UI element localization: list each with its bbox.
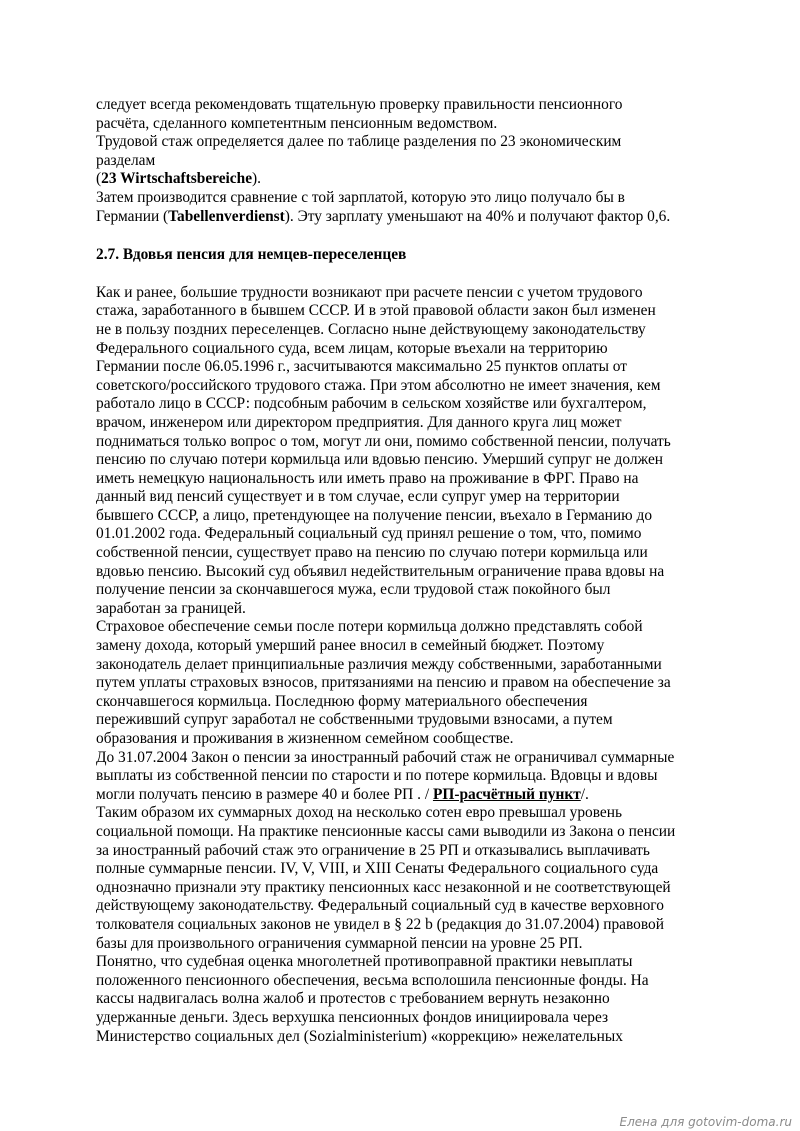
- text-line: Понятно, что судебная оценка многолетней противоправной практики невыплаты: [96, 953, 633, 971]
- text-line: полные суммарные пенсии. IV, V, VIII, и XIII Сенаты Федерального социального суда: [96, 860, 659, 878]
- text-fragment: ).: [252, 170, 262, 188]
- text-line: переживший супруг заработал не собственными трудовыми взносами, а путем: [96, 711, 613, 729]
- body-paragraphs: [96, 284, 708, 786]
- text-fragment: /.: [580, 785, 589, 803]
- text-line: Министерство социальных дел (Sozialministerium) «коррекцию» нежелательных: [96, 1027, 623, 1045]
- text-fragment: могли получать пенсию в размере 40 и более РП . /: [96, 785, 433, 803]
- document-page: [96, 96, 708, 1046]
- text-line: Германии после 06.05.1996 г., засчитываются максимально 25 пунктов оплаты от: [96, 358, 628, 376]
- text-line: социальной помощи. На практике пенсионные кассы сами выводили из Закона о пенсии: [96, 822, 676, 840]
- text-line: подниматься только вопрос о том, могут ли они, помимо собственной пенсии, получать: [96, 432, 671, 450]
- bold-term: 23 Wirtschaftsbereiche: [101, 170, 253, 188]
- text-line: скончавшегося кормильца. Последнюю форму материального обеспечения: [96, 692, 588, 710]
- text-fragment: (: [96, 170, 102, 188]
- text-line: базы для произвольного ограничения суммарной пенсии на уровне 25 РП.: [96, 934, 583, 952]
- text-line: однозначно признали эту практику пенсионных касс незаконной и не соответствующей: [96, 878, 671, 896]
- text-line: положенного пенсионного обеспечения, весьма всполошила пенсионные фонды. На: [96, 971, 649, 989]
- text-line: образования и проживания в жизненном семейном сообществе.: [96, 730, 514, 747]
- rp-term-underlined: РП-расчётный пункт: [432, 785, 581, 803]
- body-paragraphs-continued: [96, 804, 708, 1046]
- text-line: До 31.07.2004 Закон о пенсии за иностранный рабочий стаж не ограничивал суммарные: [96, 748, 675, 766]
- text-line: стажа, заработанного в бывшем СССР. И в этой правовой области закон был изменен: [96, 302, 656, 320]
- bold-term: Tabellenverdienst: [168, 207, 285, 225]
- text-line: удержанные деньги. Здесь верхушка пенсионных фондов инициировала через: [96, 1008, 609, 1026]
- text-line: заработан за границей.: [96, 599, 246, 617]
- text-line: получение пенсии за скончавшегося мужа, если трудовой стаж покойного был: [96, 581, 611, 599]
- text-line: за иностранный рабочий стаж это ограничение в 25 РП и отказывались выплачивать: [96, 841, 650, 859]
- text-line: выплаты из собственной пенсии по старости и по потере кормильца. Вдовцы и вдовы: [96, 767, 658, 785]
- text-fragment: Германии (: [96, 207, 169, 225]
- text-line: врачом, инженером или директором предприятия. Для данного круга лиц может: [96, 413, 622, 431]
- text-line: иметь немецкую национальность или иметь право на проживание в ФРГ. Право на: [96, 469, 639, 487]
- text-line: следует всегда рекомендовать тщательную проверку правильности пенсионного: [96, 96, 623, 113]
- text-line: не в пользу поздних переселенцев. Согласно ныне действующему законодательству: [96, 320, 646, 338]
- text-line: работало лицо в СССР: подсобным рабочим в сельском хозяйстве или бухгалтером,: [96, 395, 647, 413]
- text-line: замену дохода, который умерший ранее вносил в семейный бюджет. Поэтому: [96, 637, 605, 655]
- text-line: Страховое обеспечение семьи после потери кормильца должно представлять собой: [96, 618, 643, 636]
- text-line: вдовью пенсию. Высокий суд объявил недействительным ограничение права вдовы на: [96, 562, 665, 580]
- text-line: расчёта, сделанного компетентным пенсионным ведомством.: [96, 114, 498, 132]
- text-line: толкователя социальных законов не увидел в § 22 b (редакция до 31.07.2004) правовой: [96, 915, 664, 933]
- text-line: данный вид пенсий существует и в том случае, если супруг умер на территории: [96, 488, 620, 506]
- text-line: собственной пенсии, существует право на пенсию по случаю потери кормильца или: [96, 544, 648, 562]
- text-line: [96, 208, 708, 227]
- text-line: советского/российского трудового стажа. При этом абсолютно не имеет значения, кем: [96, 376, 661, 394]
- text-line: пенсию по случаю потери кормильца или вдовью пенсию. Умерший супруг не должен: [96, 451, 664, 469]
- text-line: законодатель делает принципиальные различия между собственными, заработанными: [96, 655, 662, 673]
- text-line: Как и ранее, большие трудности возникают при расчете пенсии с учетом трудового: [96, 283, 643, 301]
- text-fragment: ). Эту зарплату уменьшают на 40% и получают фактор 0,6.: [284, 207, 671, 225]
- text-line: Федерального социального суда, всем лицам, которые въехали на территорию: [96, 339, 608, 357]
- text-line: [96, 786, 708, 805]
- text-line: путем уплаты страховых взносов, притязаниями на пенсию и правом на обеспечение за: [96, 674, 671, 692]
- text-line: [96, 170, 708, 189]
- text-line: кассы надвигалась волна жалоб и протестов с требованием вернуть незаконно: [96, 990, 610, 1008]
- text-line: Таким образом их суммарных доход на несколько сотен евро превышал уровень: [96, 804, 622, 822]
- text-line: Затем производится сравнение с той зарплатой, которую это лицо получало бы в: [96, 188, 625, 206]
- text-line: действующему законодательству. Федеральный социальный суд в качестве верховного: [96, 897, 664, 915]
- watermark: Елена для gotovim-doma.ru: [619, 1115, 792, 1129]
- section-heading: 2.7. Вдовья пенсия для немцев-переселенцев: [96, 246, 407, 264]
- text-line: разделам: [96, 151, 156, 169]
- text-line: бывшего СССР, а лицо, претендующее на получение пенсии, въехало в Германию до: [96, 506, 653, 524]
- text-line: 01.01.2002 года. Федеральный социальный суд принял решение о том, что, помимо: [96, 525, 642, 543]
- text-line: Трудовой стаж определяется далее по таблице разделения по 23 экономическим: [96, 133, 622, 151]
